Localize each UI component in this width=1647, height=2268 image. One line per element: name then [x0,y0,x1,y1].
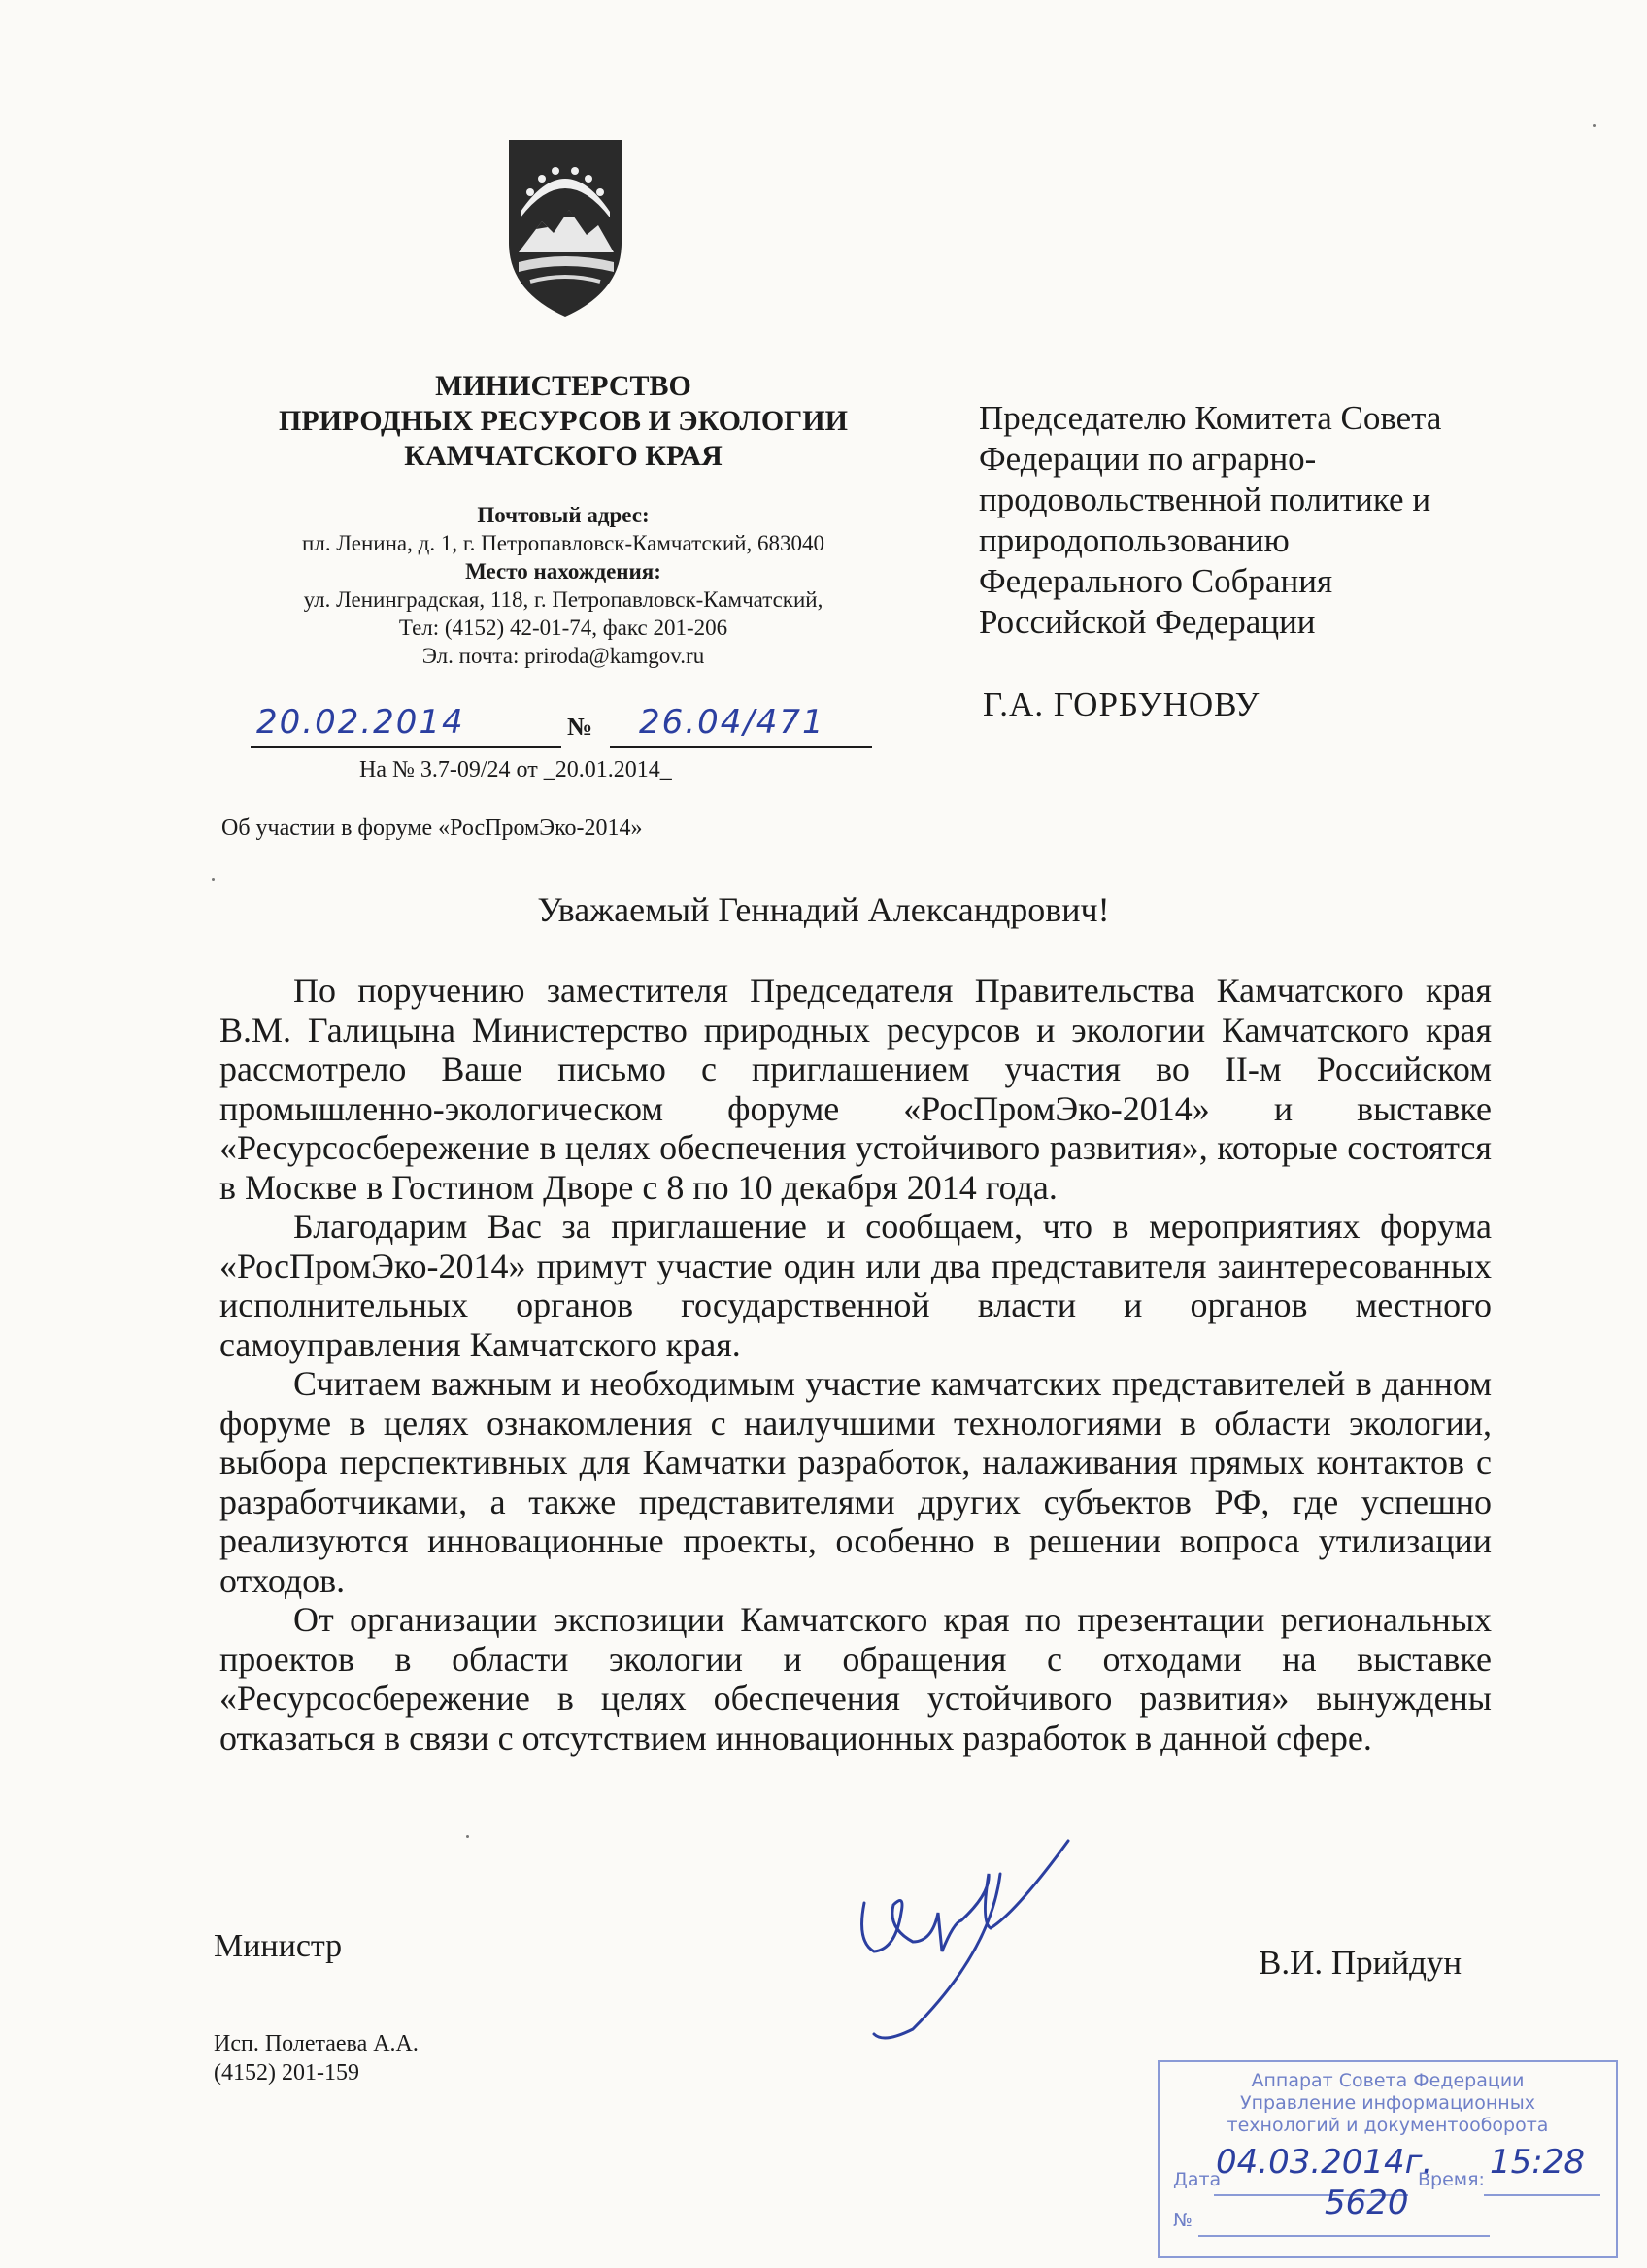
letter-body [219,971,1492,1757]
addressee-line: Председателю Комитета Совета [979,399,1442,437]
stamp-date-label: Дата [1173,2169,1222,2190]
body-paragraph: По поручению заместителя Председателя Правительства Камчатского края В.М. Галицына Министерство природных ресурсов и экологии Камчатского края рассмотрело Ваше письмо с приглашением участия во II-м Российском промышленно-экологическом форуме «РосПромЭко-2014» и выставке «Ресурсосбережение в целях обеспечения устойчивого развития», которые состоятся в Москве в Гостином Дворе с 8 по 10 декабря 2014 года. [219,971,1492,1207]
number-sign: № [567,713,593,741]
stamp-date: 04.03.2014г. [1216,2143,1433,2182]
body-paragraph: От организации экспозиции Камчатского края по презентации региональных проектов в области экологии и обращения с отходами на выставке «Ресурсосбережение в целях обеспечения устойчивого развития» вынуждены отказаться в связи с отсутствием инновационных разработок в данной сфере. [219,1600,1492,1757]
body-paragraph: Благодарим Вас за приглашение и сообщаем, что в мероприятиях форума «РосПромЭко-2014» примут участие один или два представителя заинтересованных исполнительных органов государственной власти и органов местного самоуправления Камчатского края. [219,1207,1492,1364]
stamp-time: 15:28 [1490,2143,1585,2182]
body-paragraph: Считаем важным и необходимым участие камчатских представителей в данном форуме в целях ознакомления с наилучшими технологиями в области экологии, выбора перспективных для Камчатки разработок, налаживания прямых контактов с разработчиками, а также представителями других субъектов РФ, где успешно реализуются инновационные проекты, особенно в решении вопроса утилизации отходов. [219,1364,1492,1600]
email: Эл. почта: priroda@kamgov.ru [421,644,705,668]
addressee-line: Федерального Собрания [979,562,1333,600]
addressee-line: Федерации по аграрно- [979,440,1317,478]
postal-address-label: Почтовый адрес: [477,503,650,527]
phone-fax: Тел: (4152) 42-01-74, факс 201-206 [398,616,728,640]
signatory-position: Министр [214,1928,343,1964]
ministry-line-3: КАМЧАТСКОГО КРАЯ [404,440,723,472]
outgoing-number: 26.04/471 [639,703,825,742]
outgoing-date: 20.02.2014 [256,703,465,742]
location-address: ул. Ленинградская, 118, г. Петропавловск-Камчатский, [303,587,824,612]
addressee-line: природопользованию [979,521,1290,559]
incoming-registration-stamp [1158,2060,1618,2258]
coat-of-arms-emblem [497,136,633,320]
ministry-address [204,501,923,670]
postal-address: пл. Ленина, д. 1, г. Петропавловск-Камчатский, 683040 [302,531,824,555]
stamp-line-2: Управление информационных [1240,2092,1535,2114]
stamp-number-label: № [1173,2210,1193,2231]
greeting: Уважаемый Геннадий Александрович! [537,890,1110,929]
handwritten-signature [845,1835,1136,2049]
letter-subject: Об участии в форуме «РосПромЭко-2014» [221,816,643,841]
ministry-name [204,369,923,474]
executor-info [214,2029,419,2087]
stamp-time-label: Время: [1418,2169,1485,2190]
addressee-line: продовольственной политике и [979,481,1431,518]
addressee-title [979,398,1581,643]
stamp-number: 5620 [1325,2184,1409,2222]
signatory-name: В.И. Прийдун [1259,1944,1462,1982]
location-label: Место нахождения: [465,559,661,584]
outgoing-registration [251,703,872,746]
ministry-line-1: МИНИСТЕРСТВО [435,370,691,402]
executor-phone: (4152) 201-159 [214,2060,359,2085]
stamp-line-3: технологий и документооборота [1227,2115,1549,2136]
stamp-line-1: Аппарат Совета Федерации [1251,2070,1525,2091]
ministry-line-2: ПРИРОДНЫХ РЕСУРСОВ И ЭКОЛОГИИ [279,405,848,437]
reference-number: На № 3.7-09/24 от _20.01.2014_ [359,757,672,783]
executor-name: Исп. Полетаева А.А. [214,2031,419,2056]
addressee-name: Г.А. ГОРБУНОВУ [983,685,1260,723]
addressee-line: Российской Федерации [979,603,1316,641]
